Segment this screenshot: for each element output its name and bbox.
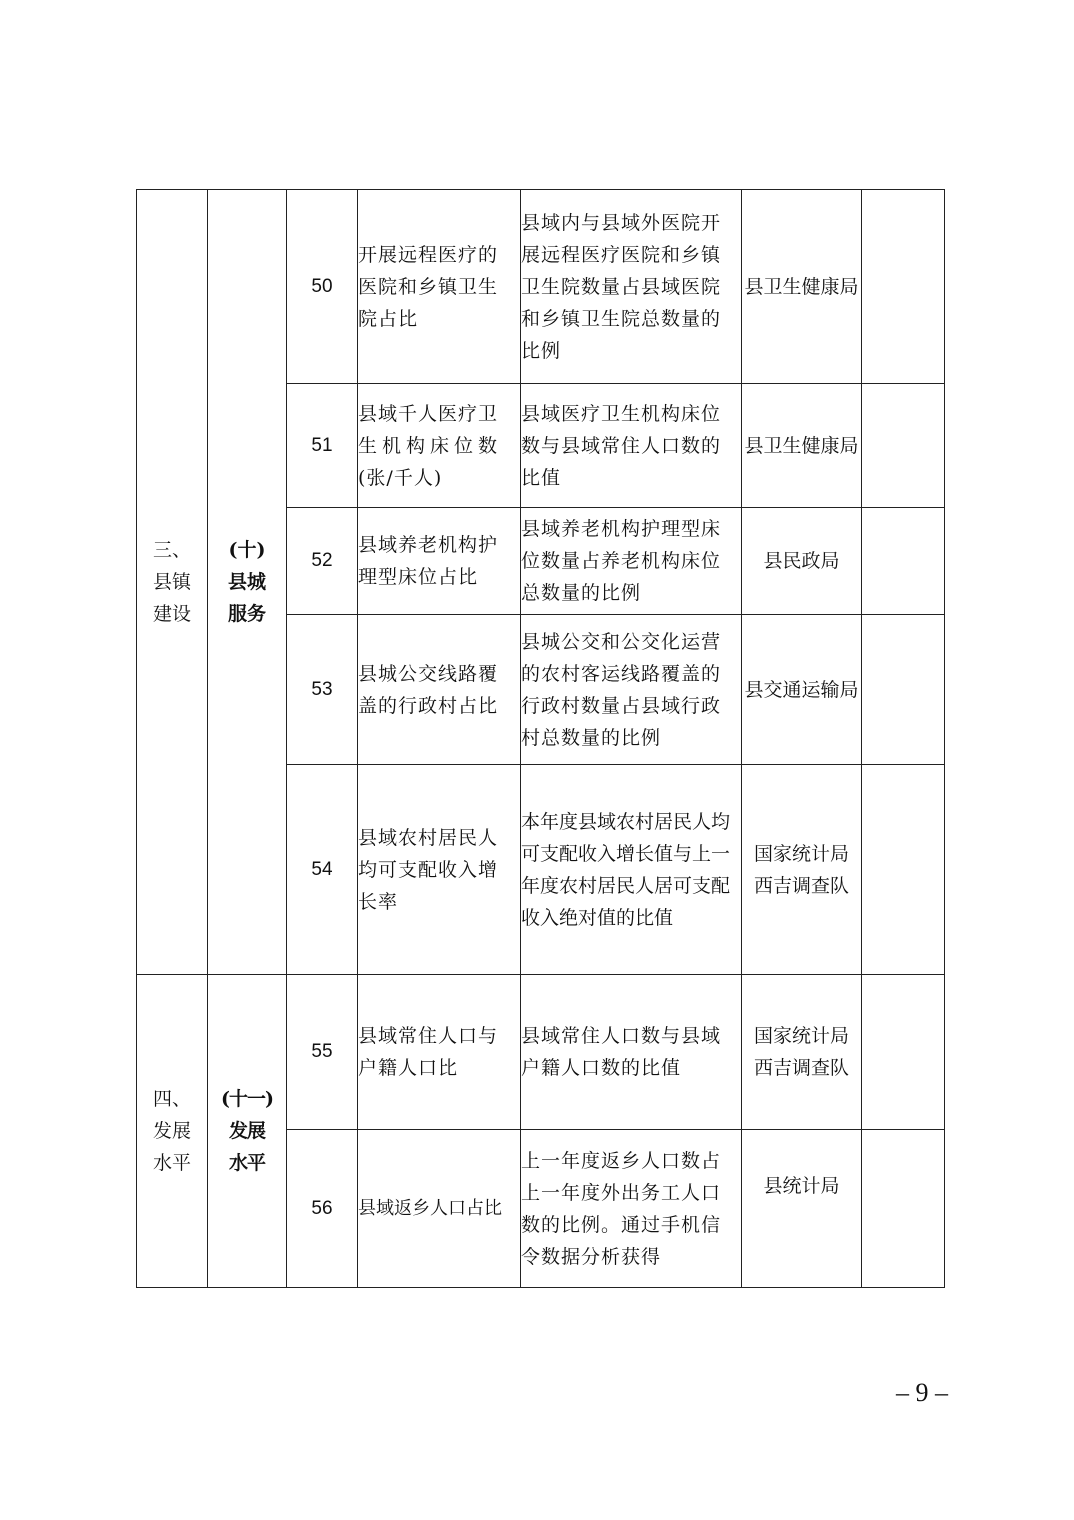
definition-line: 和乡镇卫生院总数量的 — [521, 307, 722, 330]
definition-line: 户籍人口数的比值 — [521, 1057, 682, 1079]
responsible-dept — [742, 1130, 862, 1288]
category-line: 水平 — [152, 1152, 191, 1174]
definition-line: 位数量占养老机构床位 — [521, 550, 722, 572]
category-cell — [137, 190, 208, 975]
responsible-dept — [742, 190, 862, 384]
category-line: 发展 — [152, 1120, 191, 1142]
indicator-name — [358, 508, 521, 615]
indicator-name — [358, 1130, 521, 1288]
category-line: 三、 — [152, 539, 191, 561]
indicator-name-line: (张/千人) — [358, 466, 443, 489]
subcategory-cell — [208, 975, 287, 1288]
empty-cell — [862, 384, 945, 508]
definition-line: 数与县域常住人口数的 — [521, 434, 722, 457]
indicator-name — [358, 384, 521, 508]
responsible-dept — [742, 765, 862, 975]
indicator-definition — [521, 615, 742, 765]
indicator-definition — [521, 975, 742, 1130]
definition-line: 年度农村居民人居可支配 — [521, 874, 731, 897]
definition-line: 行政村数量占县域行政 — [521, 694, 722, 717]
indicator-table — [136, 189, 945, 1288]
indicator-definition — [521, 190, 742, 384]
indicator-name-line: 均可支配收入增 — [358, 858, 499, 881]
subcategory-line: (十一) — [221, 1088, 273, 1110]
dept-line: 西吉调查队 — [753, 1057, 849, 1079]
definition-line: 卫生院数量占县域医院 — [521, 275, 722, 298]
indicator-name-line: 县域千人医疗卫 — [358, 402, 499, 425]
category-line: 建设 — [152, 603, 191, 625]
indicator-name-line: 长率 — [358, 890, 399, 913]
indicator-name-line: 开展远程医疗的 — [358, 243, 499, 266]
indicator-name-line: 户籍人口比 — [358, 1057, 459, 1079]
category-line: 四、 — [152, 1088, 191, 1110]
table-row — [137, 975, 945, 1130]
subcategory-line: 发展 — [228, 1120, 265, 1142]
indicator-name-line: 县域常住人口与 — [358, 1025, 499, 1047]
dept-line: 县交通运输局 — [744, 678, 859, 701]
empty-cell — [862, 1130, 945, 1288]
indicator-name-line: 院占比 — [358, 307, 419, 330]
indicator-name — [358, 615, 521, 765]
page-number: – 9 – — [896, 1378, 948, 1407]
definition-line: 县域内与县域外医院开 — [521, 211, 722, 234]
definition-line: 的农村客运线路覆盖的 — [521, 662, 722, 685]
definition-line: 比值 — [521, 466, 562, 489]
definition-line: 令数据分析获得 — [521, 1245, 662, 1268]
indicator-name — [358, 190, 521, 384]
subcategory-line: 县城 — [227, 571, 266, 593]
subcategory-line: (十) — [228, 539, 266, 561]
indicator-definition — [521, 508, 742, 615]
row-number: 56 — [287, 1130, 358, 1288]
responsible-dept — [742, 615, 862, 765]
definition-line: 总数量的比例 — [521, 582, 642, 604]
empty-cell — [862, 615, 945, 765]
indicator-name-line: 生机构床位数 — [358, 434, 503, 457]
indicator-name-line: 县域农村居民人 — [358, 826, 499, 849]
definition-line: 比例 — [521, 339, 562, 362]
row-number: 52 — [287, 508, 358, 615]
dept-line: 县卫生健康局 — [744, 434, 859, 457]
definition-line: 县域医疗卫生机构床位 — [521, 402, 722, 425]
indicator-definition — [521, 765, 742, 975]
table-row — [137, 190, 945, 384]
definition-line: 县城公交和公交化运营 — [521, 630, 722, 653]
indicator-definition — [521, 384, 742, 508]
row-number: 50 — [287, 190, 358, 384]
row-number: 51 — [287, 384, 358, 508]
dept-line: 县卫生健康局 — [744, 275, 859, 298]
indicator-name — [358, 975, 521, 1130]
definition-line: 收入绝对值的比值 — [521, 906, 674, 929]
empty-cell — [862, 975, 945, 1130]
dept-line: 西吉调查队 — [753, 874, 849, 897]
indicator-definition — [521, 1130, 742, 1288]
indicator-name-line: 盖的行政村占比 — [358, 694, 499, 717]
indicator-name-line: 医院和乡镇卫生 — [358, 275, 499, 298]
definition-line: 县域常住人口数与县域 — [521, 1025, 722, 1047]
dept-line: 国家统计局 — [753, 1025, 849, 1047]
row-number: 54 — [287, 765, 358, 975]
dept-line: 县民政局 — [763, 550, 840, 572]
empty-cell — [862, 765, 945, 975]
definition-line: 上一年度外出务工人口 — [521, 1181, 722, 1204]
definition-line: 上一年度返乡人口数占 — [521, 1149, 722, 1172]
empty-cell — [862, 508, 945, 615]
definition-line: 本年度县域农村居民人均 — [521, 810, 731, 833]
indicator-name-line: 理型床位占比 — [358, 566, 479, 588]
definition-line: 数的比例。通过手机信 — [521, 1213, 722, 1236]
definition-line: 村总数量的比例 — [521, 726, 662, 749]
row-number: 53 — [287, 615, 358, 765]
indicator-name-line: 县城公交线路覆 — [358, 662, 499, 685]
row-number: 55 — [287, 975, 358, 1130]
subcategory-line: 水平 — [228, 1152, 265, 1174]
definition-line: 可支配收入增长值与上一 — [521, 842, 731, 865]
responsible-dept — [742, 384, 862, 508]
category-cell — [137, 975, 208, 1288]
indicator-name-line: 县域养老机构护 — [358, 534, 499, 556]
subcategory-cell — [208, 190, 287, 975]
indicator-name — [358, 765, 521, 975]
category-line: 县镇 — [152, 571, 191, 593]
responsible-dept — [742, 508, 862, 615]
definition-line: 县域养老机构护理型床 — [521, 518, 722, 540]
dept-line: 县统计局 — [763, 1175, 840, 1197]
responsible-dept — [742, 975, 862, 1130]
subcategory-line: 服务 — [227, 603, 266, 625]
definition-line: 展远程医疗医院和乡镇 — [521, 243, 722, 266]
dept-line: 国家统计局 — [753, 842, 849, 865]
empty-cell — [862, 190, 945, 384]
indicator-name-line: 县域返乡人口占比 — [358, 1197, 502, 1219]
